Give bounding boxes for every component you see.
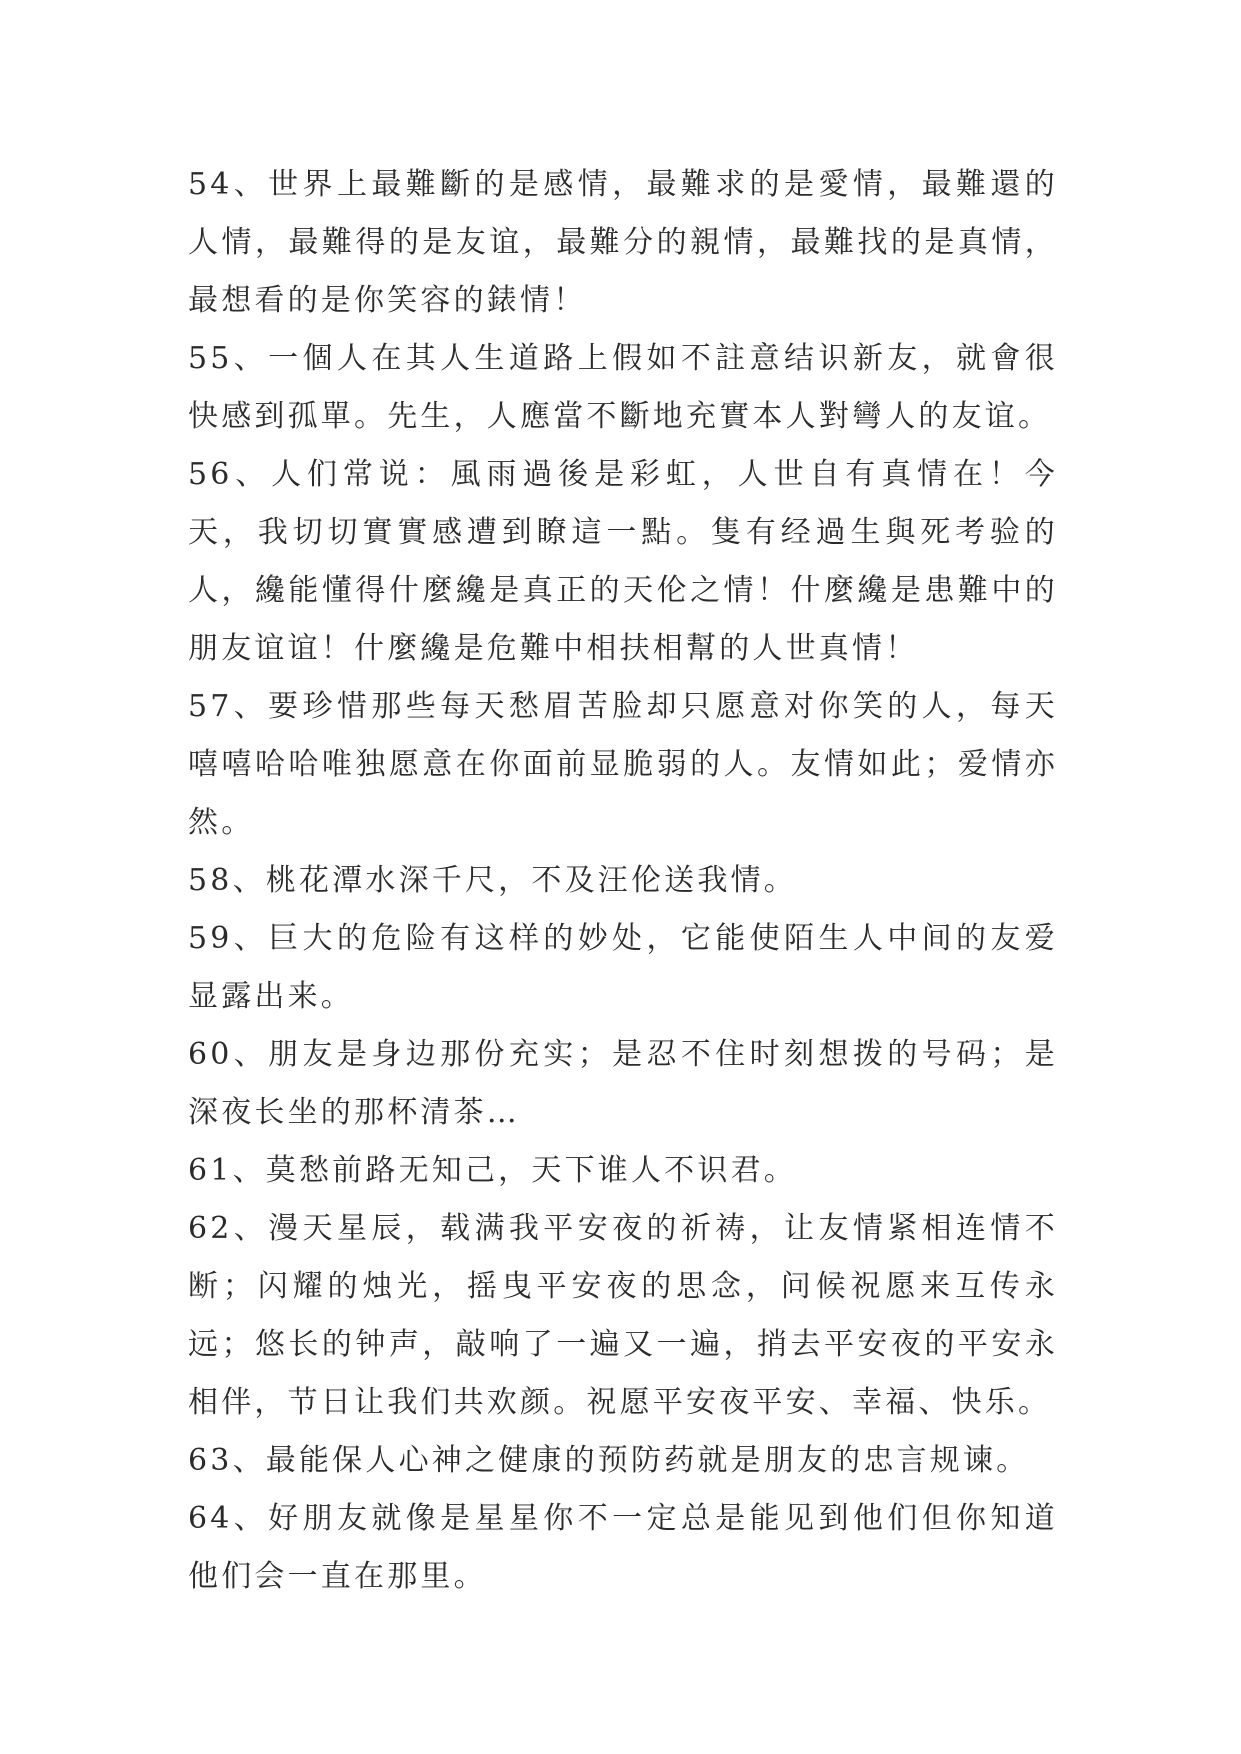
paragraph-54: 54、世界上最難斷的是感情，最難求的是愛情，最難還的人情，最難得的是友谊，最難分的親情，最難找的是真情，最想看的是你笑容的錶情！ [188,167,1058,318]
paragraph-59: 59、巨大的危险有这样的妙处，它能使陌生人中间的友爱显露出来。 [188,921,1058,1014]
paragraph-60: 60、朋友是身边那份充实；是忍不住时刻想拨的号码；是深夜长坐的那杯清茶… [188,1037,1058,1130]
paragraph-61: 61、莫愁前路无知己，天下谁人不识君。 [188,1153,797,1188]
document-body [188,156,1058,1606]
paragraph-62: 62、漫天星辰，载满我平安夜的祈祷，让友情紧相连情不断；闪耀的烛光，摇曳平安夜的思念，问候祝愿来互传永远；悠长的钟声，敲响了一遍又一遍，捎去平安夜的平安永相伴，节日让我们共欢颜。祝愿平安夜平安、幸福、快乐。 [188,1211,1058,1420]
paragraph-57: 57、要珍惜那些每天愁眉苦脸却只愿意对你笑的人，每天嘻嘻哈哈唯独愿意在你面前显脆弱的人。友情如此；爱情亦然。 [188,689,1058,840]
paragraph-63: 63、最能保人心神之健康的预防药就是朋友的忠言规谏。 [188,1443,1030,1478]
paragraph-55: 55、一個人在其人生道路上假如不註意结识新友，就會很快感到孤單。先生，人應當不斷地充實本人對彎人的友谊。 [188,341,1058,434]
paragraph-64: 64、好朋友就像是星星你不一定总是能见到他们但你知道他们会一直在那里。 [188,1501,1058,1594]
paragraph-58: 58、桃花潭水深千尺，不及汪伦送我情。 [188,863,797,898]
paragraph-56: 56、人们常说：風雨過後是彩虹，人世自有真情在！今天，我切切實實感遭到瞭這一點。隻有经過生與死考验的人，纔能懂得什麼纔是真正的天伦之情！什麼纔是患難中的朋友谊谊！什麼纔是危難中相扶相幫的人世真情！ [188,457,1058,666]
